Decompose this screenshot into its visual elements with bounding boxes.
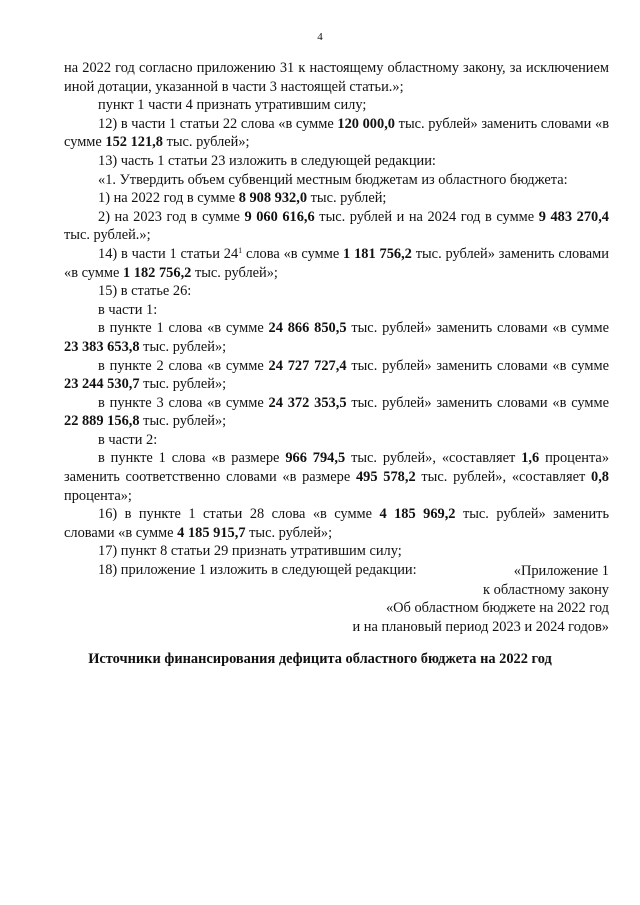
appendix-line-4: и на плановый период 2023 и 2024 годов» <box>352 618 609 635</box>
text-segment: тыс. рублей; <box>307 190 387 207</box>
appendix-line-3: «Об областном бюджете на 2022 год <box>385 600 609 617</box>
text-segment: 12) в части 1 статьи 22 слова «в сумме <box>98 115 338 132</box>
text-segment: тыс. рублей»; <box>139 338 227 355</box>
text-segment: тыс. рублей»; <box>139 413 227 430</box>
bold-amount: 9 483 270,4 <box>538 208 610 225</box>
bold-amount: 24 372 353,5 <box>268 394 347 411</box>
text-segment: в части 1: <box>98 301 158 318</box>
text-segment: на 2022 год согласно приложению 31 к настоящему областному закону, за исключением иной дотации, указанной в части 3 настоящей статьи.»; <box>64 60 609 95</box>
paragraph-p1 <box>64 96 609 115</box>
text-segment: тыс. рублей»; <box>245 524 333 541</box>
text-segment: в пункте 3 слова «в сумме <box>98 394 269 411</box>
paragraph-p16 <box>64 542 609 561</box>
text-segment: тыс. рублей» заменить словами «в сумме <box>346 320 609 337</box>
bold-amount: 4 185 969,2 <box>379 506 456 523</box>
text-segment: тыс. рублей» заменить словами «в сумме <box>346 394 609 411</box>
paragraph-p5 <box>64 189 609 208</box>
paragraph-p8 <box>64 282 609 301</box>
paragraph-p6 <box>64 208 609 245</box>
appendix-line-2: к областному закону <box>483 581 609 598</box>
text-segment: тыс. рублей» заменить словами «в сумме <box>64 506 610 541</box>
document-body <box>64 59 609 580</box>
bold-amount: 966 794,5 <box>285 450 346 467</box>
text-segment: тыс. рублей.»; <box>64 227 151 244</box>
page-number: 4 <box>317 31 323 43</box>
bold-amount: 0,8 <box>591 469 610 486</box>
paragraph-p2 <box>64 115 609 152</box>
text-segment: тыс. рублей»; <box>191 264 278 281</box>
paragraph-p7 <box>64 245 609 282</box>
bold-amount: 24 727 727,4 <box>268 357 347 374</box>
paragraph-p12 <box>64 394 609 431</box>
text-segment: тыс. рублей», «составляет <box>415 469 592 486</box>
bold-amount: 8 908 932,0 <box>238 190 308 207</box>
paragraph-p15 <box>64 505 609 542</box>
text-segment: тыс. рублей» заменить словами «в сумме <box>64 115 609 151</box>
appendix-header <box>353 562 610 636</box>
text-segment: в пункте 1 слова «в сумме <box>98 320 269 337</box>
paragraph-p13 <box>64 431 609 450</box>
superscript: 1 <box>238 245 243 255</box>
text-segment: тыс. рублей и на 2024 год в сумме <box>314 208 539 225</box>
bold-amount: 120 000,0 <box>337 115 395 132</box>
bold-amount: 152 121,8 <box>105 134 163 151</box>
text-segment: тыс. рублей»; <box>139 376 227 393</box>
paragraph-p10 <box>64 319 609 356</box>
text-segment: тыс. рублей»; <box>162 134 250 151</box>
text-segment: тыс. рублей» заменить словами «в сумме <box>346 357 609 374</box>
bold-amount: 23 383 653,8 <box>64 338 140 355</box>
bold-amount: 4 185 915,7 <box>177 524 246 541</box>
paragraph-p11 <box>64 357 609 394</box>
bold-amount: 22 889 156,8 <box>64 413 140 430</box>
text-segment: 14) в части 1 статьи 24 <box>98 245 239 262</box>
text-segment: пункт 1 части 4 признать утратившим силу; <box>98 97 367 114</box>
bold-amount: 1 182 756,2 <box>123 264 192 281</box>
text-segment: слова «в сумме <box>242 245 344 262</box>
text-segment: 16) в пункте 1 статьи 28 слова «в сумме <box>98 506 380 523</box>
paragraph-p0 <box>64 59 609 96</box>
text-segment: тыс. рублей», «составляет <box>345 450 522 467</box>
section-title: Источники финансирования дефицита областного бюджета на 2022 год <box>88 651 552 667</box>
text-segment: процента»; <box>64 487 132 504</box>
paragraph-p3 <box>64 152 609 171</box>
text-segment: 17) пункт 8 статьи 29 признать утратившим силу; <box>98 543 402 560</box>
paragraph-p14 <box>64 449 609 505</box>
bold-amount: 23 244 530,7 <box>64 376 140 393</box>
text-segment: 13) часть 1 статьи 23 изложить в следующей редакции: <box>98 152 436 169</box>
bold-amount: 1,6 <box>521 450 540 467</box>
bold-amount: 1 181 756,2 <box>343 245 412 262</box>
appendix-line-1: «Приложение 1 <box>513 563 609 579</box>
text-segment: 15) в статье 26: <box>98 283 192 300</box>
text-segment: в пункте 2 слова «в сумме <box>98 357 269 374</box>
text-segment: «1. Утвердить объем субвенций местным бюджетам из областного бюджета: <box>98 171 568 188</box>
text-segment: процента» заменить соответственно словами «в размере <box>64 450 610 486</box>
text-segment: 18) приложение 1 изложить в следующей редакции: <box>98 562 417 579</box>
text-segment: в пункте 1 слова «в размере <box>98 450 286 467</box>
text-segment: тыс. рублей» заменить словами «в сумме <box>64 245 609 281</box>
bold-amount: 495 578,2 <box>355 469 416 486</box>
text-segment: в части 2: <box>98 431 158 448</box>
bold-amount: 9 060 616,6 <box>244 208 315 225</box>
text-segment: 1) на 2022 год в сумме <box>98 190 239 207</box>
text-segment: 2) на 2023 год в сумме <box>98 208 245 225</box>
bold-amount: 24 866 850,5 <box>268 320 347 337</box>
paragraph-p9 <box>64 301 609 320</box>
paragraph-p4 <box>64 171 609 190</box>
